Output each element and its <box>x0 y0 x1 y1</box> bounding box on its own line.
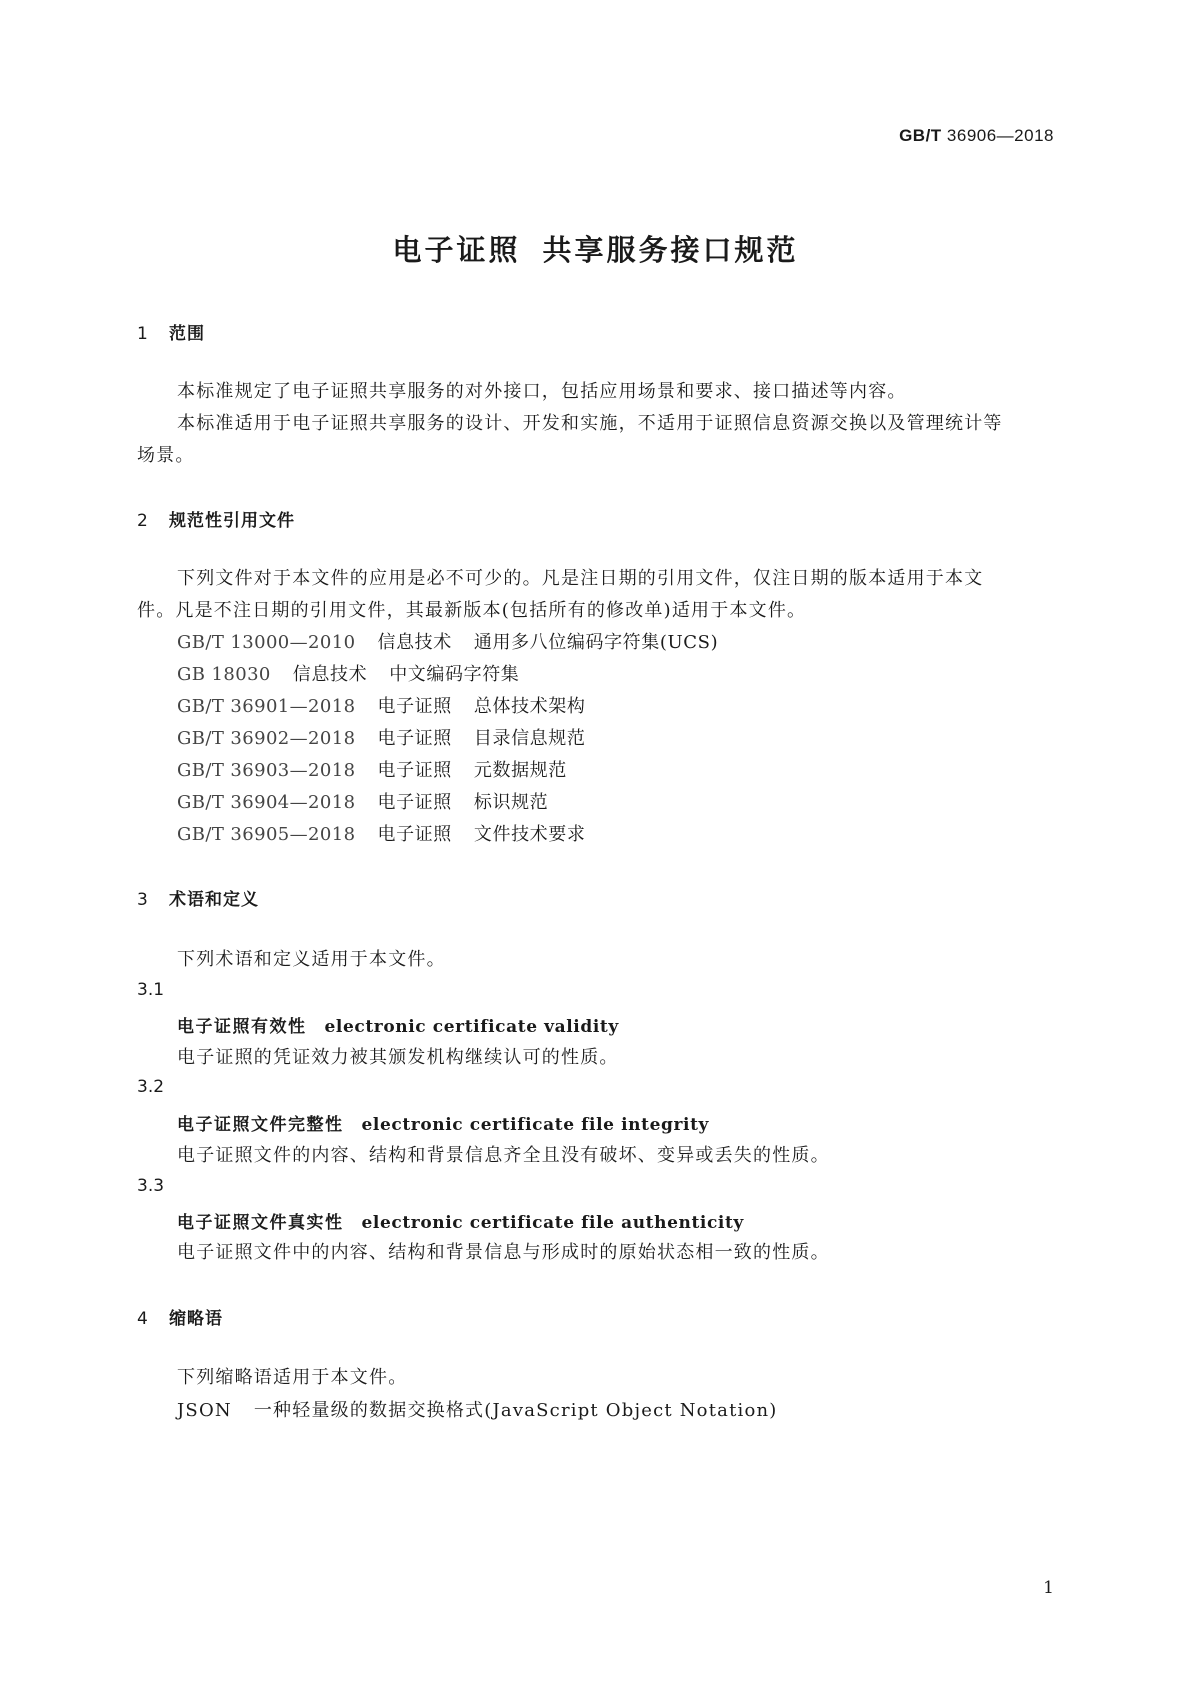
reference-code: GB/T 36903—2018 <box>177 760 356 781</box>
reference-code: GB/T 36905—2018 <box>177 824 356 845</box>
section-4-heading <box>137 1304 223 1329</box>
reference-name-2: 中文编码字符集 <box>389 664 520 685</box>
section-1-heading <box>137 319 205 344</box>
term-english: electronic certificate validity <box>324 1017 619 1037</box>
reference-name-2: 标识规范 <box>473 792 549 813</box>
standard-number: 36906—2018 <box>946 126 1054 145</box>
section-number: 4 <box>137 1309 149 1329</box>
section-1-para-2-line-1: 本标准适用于电子证照共享服务的设计、开发和实施，不适用于证照信息资源交换以及管理统计等 <box>177 413 1003 434</box>
reference-item <box>177 788 548 814</box>
standard-prefix: GB/T <box>899 126 942 145</box>
reference-name-1: 电子证照 <box>377 824 452 845</box>
reference-item <box>177 820 585 846</box>
reference-item <box>177 756 567 782</box>
term-chinese: 电子证照文件完整性 <box>177 1115 344 1135</box>
section-2-para-line-1: 下列文件对于本文件的应用是必不可少的。凡是注日期的引用文件，仅注日期的版本适用于本文 <box>177 568 984 589</box>
section-4-intro: 下列缩略语适用于本文件。 <box>177 1367 408 1388</box>
term-number: 3.2 <box>137 1077 165 1097</box>
reference-name-1: 信息技术 <box>292 664 368 685</box>
term-chinese: 电子证照文件真实性 <box>177 1213 344 1233</box>
abbreviation-term: JSON <box>177 1400 232 1421</box>
reference-name-1: 电子证照 <box>377 792 452 813</box>
abbreviation-definition: 一种轻量级的数据交换格式(JavaScript Object Notation) <box>253 1400 778 1421</box>
term-heading <box>177 1012 619 1037</box>
standard-code <box>899 126 1054 146</box>
reference-name-2: 总体技术架构 <box>473 696 586 717</box>
section-title: 缩略语 <box>169 1309 223 1329</box>
term-definition: 电子证照的凭证效力被其颁发机构继续认可的性质。 <box>177 1047 619 1068</box>
term-number: 3.1 <box>137 980 165 1000</box>
reference-name-1: 电子证照 <box>377 728 452 749</box>
reference-code: GB/T 36901—2018 <box>177 696 356 717</box>
reference-name-2: 文件技术要求 <box>473 824 586 845</box>
reference-item <box>177 692 585 718</box>
reference-name-1: 电子证照 <box>377 696 452 717</box>
section-number: 1 <box>137 324 149 344</box>
term-heading <box>177 1208 744 1233</box>
document-title-part2: 共享服务接口规范 <box>542 233 799 267</box>
reference-name-2: 元数据规范 <box>473 760 567 781</box>
abbreviation-item <box>177 1396 778 1422</box>
page-number: 1 <box>1043 1578 1054 1598</box>
document-title-part1: 电子证照 <box>392 233 521 267</box>
term-definition: 电子证照文件的内容、结构和背景信息齐全且没有破坏、变异或丢失的性质。 <box>177 1145 830 1166</box>
section-title: 范围 <box>169 324 205 344</box>
section-title: 规范性引用文件 <box>169 511 295 531</box>
section-number: 2 <box>137 511 149 531</box>
section-1-para-1: 本标准规定了电子证照共享服务的对外接口，包括应用场景和要求、接口描述等内容。 <box>177 381 907 402</box>
term-english: electronic certificate file authenticity <box>361 1213 744 1233</box>
reference-code: GB/T 36904—2018 <box>177 792 356 813</box>
reference-code: GB/T 36902—2018 <box>177 728 356 749</box>
section-1-para-2-line-2: 场景。 <box>137 445 195 466</box>
term-number: 3.3 <box>137 1176 165 1196</box>
term-definition: 电子证照文件中的内容、结构和背景信息与形成时的原始状态相一致的性质。 <box>177 1242 830 1263</box>
section-2-heading <box>137 506 295 531</box>
term-heading <box>177 1110 709 1135</box>
term-chinese: 电子证照有效性 <box>177 1017 307 1037</box>
reference-code: GB 18030 <box>177 664 271 685</box>
reference-name-2: 通用多八位编码字符集(UCS) <box>473 632 719 653</box>
document-title <box>0 228 1191 269</box>
reference-item <box>177 724 585 750</box>
reference-name-1: 电子证照 <box>377 760 452 781</box>
reference-name-1: 信息技术 <box>377 632 452 653</box>
section-title: 术语和定义 <box>169 890 259 910</box>
term-english: electronic certificate file integrity <box>361 1115 710 1135</box>
reference-name-2: 目录信息规范 <box>473 728 586 749</box>
section-number: 3 <box>137 890 149 910</box>
section-2-para-line-2: 件。凡是不注日期的引用文件，其最新版本(包括所有的修改单)适用于本文件。 <box>137 600 807 621</box>
reference-item <box>177 628 718 654</box>
section-3-heading <box>137 885 259 910</box>
section-3-intro: 下列术语和定义适用于本文件。 <box>177 949 446 970</box>
reference-code: GB/T 13000—2010 <box>177 632 356 653</box>
reference-item <box>177 660 519 686</box>
